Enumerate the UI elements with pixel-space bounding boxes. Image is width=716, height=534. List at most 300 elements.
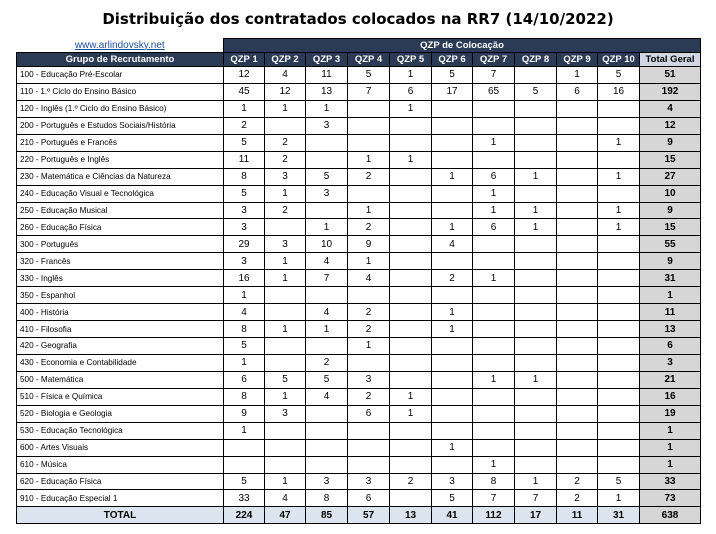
qzp-value-cell [557, 388, 598, 405]
qzp-value-cell: 7 [473, 67, 515, 84]
qzp-value-cell [515, 354, 557, 371]
qzp-total-cell: 17 [515, 507, 557, 524]
row-total-cell: 73 [640, 490, 701, 507]
qzp-value-cell [390, 439, 432, 456]
table-row [17, 151, 701, 168]
row-total-cell: 3 [640, 354, 701, 371]
qzp-value-cell [515, 456, 557, 473]
qzp-value-cell: 1 [473, 134, 515, 151]
row-total-cell: 4 [640, 100, 701, 117]
qzp-value-cell: 2 [348, 388, 390, 405]
table-row [17, 219, 701, 236]
qzp-value-cell: 1 [432, 304, 473, 321]
qzp-value-cell [306, 202, 348, 219]
qzp-total-cell: 47 [265, 507, 306, 524]
qzp-value-cell: 1 [515, 219, 557, 236]
qzp-value-cell [473, 388, 515, 405]
qzp-value-cell [306, 338, 348, 355]
qzp-value-cell: 5 [598, 67, 640, 84]
qzp-value-cell: 5 [224, 473, 265, 490]
qzp-total-cell: 224 [224, 507, 265, 524]
qzp-value-cell: 5 [265, 371, 306, 388]
qzp-value-cell: 5 [306, 371, 348, 388]
table-row [17, 185, 701, 202]
qzp-value-cell [473, 439, 515, 456]
qzp-value-cell: 16 [224, 270, 265, 287]
qzp-value-cell [390, 202, 432, 219]
table-row [17, 134, 701, 151]
table-row [17, 117, 701, 134]
qzp-total-cell: 13 [390, 507, 432, 524]
qzp-value-cell [598, 151, 640, 168]
qzp-value-cell [432, 371, 473, 388]
qzp-value-cell [598, 304, 640, 321]
group-label: 910 - Educação Especial 1 [17, 490, 224, 507]
qzp-value-cell: 6 [473, 219, 515, 236]
qzp-value-cell [306, 405, 348, 422]
qzp-total-cell: 57 [348, 507, 390, 524]
row-total-cell: 9 [640, 253, 701, 270]
group-label: 200 - Português e Estudos Sociais/História [17, 117, 224, 134]
group-label: 300 - Português [17, 236, 224, 253]
qzp-value-cell: 6 [473, 168, 515, 185]
qzp-value-cell [598, 371, 640, 388]
row-total-cell: 55 [640, 236, 701, 253]
qzp-value-cell: 12 [265, 83, 306, 100]
qzp-value-cell: 5 [515, 83, 557, 100]
qzp-value-cell [598, 354, 640, 371]
qzp-value-cell [473, 354, 515, 371]
qzp-value-cell: 3 [306, 185, 348, 202]
qzp-value-cell: 1 [265, 253, 306, 270]
group-label: 250 - Educação Musical [17, 202, 224, 219]
qzp-value-cell: 2 [557, 490, 598, 507]
qzp-value-cell: 13 [306, 83, 348, 100]
qzp-value-cell [515, 270, 557, 287]
qzp-value-cell [390, 117, 432, 134]
table-row [17, 456, 701, 473]
qzp-value-cell: 3 [432, 473, 473, 490]
qzp-value-cell [265, 304, 306, 321]
qzp-value-cell: 2 [348, 168, 390, 185]
qzp-value-cell: 6 [348, 490, 390, 507]
row-total-cell: 15 [640, 219, 701, 236]
table-row [17, 236, 701, 253]
qzp-header: QZP 1 [224, 53, 265, 67]
qzp-value-cell [557, 405, 598, 422]
qzp-value-cell: 2 [432, 270, 473, 287]
qzp-header: QZP 8 [515, 53, 557, 67]
qzp-value-cell: 1 [473, 456, 515, 473]
row-total-cell: 9 [640, 202, 701, 219]
qzp-value-cell [598, 321, 640, 338]
qzp-value-cell: 3 [265, 168, 306, 185]
qzp-value-cell: 6 [557, 83, 598, 100]
group-label: 240 - Educação Visual e Tecnológica [17, 185, 224, 202]
qzp-value-cell [432, 405, 473, 422]
qzp-value-cell [598, 100, 640, 117]
qzp-value-cell: 1 [598, 202, 640, 219]
table-row [17, 473, 701, 490]
qzp-value-cell [390, 134, 432, 151]
qzp-value-cell [432, 287, 473, 304]
table-row [17, 287, 701, 304]
qzp-value-cell: 1 [515, 202, 557, 219]
qzp-value-cell [515, 287, 557, 304]
qzp-value-cell [432, 253, 473, 270]
qzp-value-cell [557, 439, 598, 456]
qzp-value-cell: 2 [265, 202, 306, 219]
group-label: 430 - Economia e Contabilidade [17, 354, 224, 371]
qzp-value-cell [557, 100, 598, 117]
qzp-value-cell [557, 456, 598, 473]
qzp-value-cell [557, 287, 598, 304]
site-link[interactable]: www.arlindovsky.net [74, 39, 165, 51]
qzp-value-cell: 1 [432, 439, 473, 456]
qzp-value-cell: 7 [473, 490, 515, 507]
qzp-value-cell: 1 [224, 354, 265, 371]
qzp-value-cell [265, 338, 306, 355]
qzp-value-cell: 2 [348, 321, 390, 338]
qzp-value-cell [390, 456, 432, 473]
qzp-value-cell: 8 [306, 490, 348, 507]
group-label: 260 - Educação Física [17, 219, 224, 236]
qzp-value-cell [473, 422, 515, 439]
qzp-value-cell: 4 [348, 270, 390, 287]
qzp-value-cell [473, 321, 515, 338]
qzp-value-cell: 4 [224, 304, 265, 321]
qzp-value-cell [473, 304, 515, 321]
qzp-value-cell: 4 [306, 304, 348, 321]
qzp-value-cell: 8 [224, 321, 265, 338]
qzp-value-cell [557, 354, 598, 371]
qzp-value-cell [598, 270, 640, 287]
qzp-value-cell: 2 [348, 219, 390, 236]
row-total-cell: 51 [640, 67, 701, 84]
row-total-cell: 11 [640, 304, 701, 321]
row-total-cell: 16 [640, 388, 701, 405]
row-total-cell: 1 [640, 422, 701, 439]
qzp-value-cell [390, 371, 432, 388]
qzp-header: QZP 6 [432, 53, 473, 67]
qzp-value-cell [515, 405, 557, 422]
qzp-value-cell: 6 [390, 83, 432, 100]
qzp-value-cell: 5 [224, 134, 265, 151]
row-total-cell: 10 [640, 185, 701, 202]
table-row [17, 354, 701, 371]
qzp-value-cell [432, 202, 473, 219]
qzp-value-cell [348, 117, 390, 134]
qzp-value-cell: 1 [306, 219, 348, 236]
qzp-value-cell [306, 456, 348, 473]
qzp-value-cell [265, 117, 306, 134]
qzp-header: QZP 2 [265, 53, 306, 67]
qzp-value-cell [515, 117, 557, 134]
page-title: Distribuição dos contratados colocados na RR7 (14/10/2022) [102, 10, 614, 28]
qzp-value-cell [265, 354, 306, 371]
qzp-value-cell [557, 168, 598, 185]
group-label: 420 - Geografia [17, 338, 224, 355]
qzp-total-cell: 41 [432, 507, 473, 524]
qzp-value-cell: 6 [224, 371, 265, 388]
qzp-value-cell [557, 371, 598, 388]
qzp-value-cell [515, 236, 557, 253]
qzp-value-cell: 12 [224, 67, 265, 84]
qzp-value-cell: 9 [224, 405, 265, 422]
qzp-value-cell: 1 [306, 321, 348, 338]
qzp-value-cell [473, 405, 515, 422]
table-row [17, 338, 701, 355]
qzp-header: QZP 3 [306, 53, 348, 67]
qzp-value-cell [515, 439, 557, 456]
qzp-value-cell: 1 [515, 168, 557, 185]
qzp-value-cell: 1 [515, 473, 557, 490]
qzp-value-cell: 1 [224, 287, 265, 304]
qzp-value-cell: 5 [348, 67, 390, 84]
qzp-value-cell [265, 219, 306, 236]
qzp-value-cell: 3 [224, 202, 265, 219]
qzp-value-cell: 3 [306, 117, 348, 134]
qzp-value-cell [348, 134, 390, 151]
qzp-value-cell [515, 253, 557, 270]
qzp-value-cell: 2 [557, 473, 598, 490]
qzp-value-cell [348, 100, 390, 117]
qzp-value-cell [557, 219, 598, 236]
group-label: 100 - Educação Pré-Escolar [17, 67, 224, 84]
qzp-value-cell: 1 [224, 100, 265, 117]
qzp-value-cell [598, 253, 640, 270]
qzp-value-cell: 2 [265, 134, 306, 151]
row-total-cell: 19 [640, 405, 701, 422]
qzp-value-cell [473, 236, 515, 253]
qzp-value-cell: 1 [348, 253, 390, 270]
qzp-value-cell [515, 422, 557, 439]
table-row [17, 67, 701, 84]
qzp-value-cell: 1 [390, 67, 432, 84]
qzp-value-cell: 4 [265, 490, 306, 507]
qzp-value-cell [473, 151, 515, 168]
grand-total-cell: 638 [640, 507, 701, 524]
qzp-value-cell: 3 [306, 473, 348, 490]
row-total-cell: 13 [640, 321, 701, 338]
group-label: 320 - Francês [17, 253, 224, 270]
qzp-value-cell: 1 [390, 405, 432, 422]
table-row [17, 83, 701, 100]
table-row [17, 422, 701, 439]
group-label: 410 - Filosofia [17, 321, 224, 338]
qzp-value-cell [390, 304, 432, 321]
group-label: 210 - Português e Francês [17, 134, 224, 151]
qzp-value-cell: 7 [348, 83, 390, 100]
qzp-value-cell: 1 [348, 338, 390, 355]
qzp-value-cell [432, 456, 473, 473]
qzp-value-cell: 1 [348, 151, 390, 168]
qzp-value-cell: 8 [224, 388, 265, 405]
group-label: 620 - Educação Física [17, 473, 224, 490]
qzp-value-cell: 8 [224, 168, 265, 185]
qzp-value-cell: 1 [390, 388, 432, 405]
qzp-value-cell [557, 422, 598, 439]
qzp-value-cell: 2 [348, 304, 390, 321]
qzp-value-cell [348, 456, 390, 473]
qzp-value-cell [557, 304, 598, 321]
qzp-value-cell: 7 [515, 490, 557, 507]
qzp-value-cell [515, 151, 557, 168]
table-row [17, 304, 701, 321]
qzp-value-cell: 1 [432, 168, 473, 185]
qzp-value-cell [557, 253, 598, 270]
qzp-value-cell [557, 117, 598, 134]
group-label: 110 - 1.º Ciclo do Ensino Básico [17, 83, 224, 100]
qzp-value-cell: 1 [432, 219, 473, 236]
qzp-value-cell: 33 [224, 490, 265, 507]
qzp-value-cell [265, 287, 306, 304]
row-total-cell: 21 [640, 371, 701, 388]
qzp-value-cell [515, 67, 557, 84]
table-row [17, 321, 701, 338]
qzp-value-cell: 2 [306, 354, 348, 371]
qzp-value-cell [306, 134, 348, 151]
qzp-value-cell: 1 [598, 219, 640, 236]
qzp-value-cell [557, 134, 598, 151]
group-label: 230 - Matemática e Ciências da Natureza [17, 168, 224, 185]
qzp-value-cell: 5 [224, 185, 265, 202]
row-total-cell: 27 [640, 168, 701, 185]
qzp-value-cell: 5 [224, 338, 265, 355]
qzp-value-cell [557, 338, 598, 355]
qzp-value-cell [598, 338, 640, 355]
qzp-value-cell [598, 117, 640, 134]
qzp-value-cell [598, 439, 640, 456]
qzp-total-cell: 31 [598, 507, 640, 524]
qzp-value-cell [473, 338, 515, 355]
qzp-value-cell: 1 [306, 100, 348, 117]
qzp-value-cell: 7 [306, 270, 348, 287]
qzp-value-cell: 65 [473, 83, 515, 100]
qzp-value-cell: 1 [598, 490, 640, 507]
qzp-value-cell: 1 [598, 134, 640, 151]
placements-table [16, 38, 701, 524]
qzp-value-cell: 10 [306, 236, 348, 253]
qzp-value-cell [224, 439, 265, 456]
row-total-cell: 15 [640, 151, 701, 168]
qzp-value-cell: 1 [390, 151, 432, 168]
qzp-value-cell: 4 [306, 388, 348, 405]
qzp-value-cell: 17 [432, 83, 473, 100]
qzp-value-cell: 1 [265, 100, 306, 117]
qzp-value-cell: 2 [224, 117, 265, 134]
qzp-value-cell: 1 [515, 371, 557, 388]
qzp-value-cell [515, 388, 557, 405]
qzp-value-cell: 29 [224, 236, 265, 253]
row-total-cell: 9 [640, 134, 701, 151]
group-label: 350 - Espanhol [17, 287, 224, 304]
table-row [17, 253, 701, 270]
qzp-value-cell: 11 [224, 151, 265, 168]
qzp-value-cell [390, 354, 432, 371]
qzp-value-cell: 3 [265, 236, 306, 253]
group-label: 600 - Artes Visuais [17, 439, 224, 456]
qzp-value-cell [557, 185, 598, 202]
table-row [17, 388, 701, 405]
qzp-value-cell [348, 354, 390, 371]
table-row [17, 168, 701, 185]
qzp-value-cell [598, 422, 640, 439]
qzp-value-cell: 9 [348, 236, 390, 253]
qzp-value-cell [390, 422, 432, 439]
qzp-value-cell [515, 304, 557, 321]
qzp-value-cell [557, 236, 598, 253]
group-label: 520 - Biologia e Geologia [17, 405, 224, 422]
row-total-cell: 33 [640, 473, 701, 490]
qzp-value-cell [265, 422, 306, 439]
qzp-value-cell [306, 287, 348, 304]
qzp-value-cell: 1 [598, 168, 640, 185]
qzp-value-cell [557, 270, 598, 287]
qzp-value-cell [473, 287, 515, 304]
table-row [17, 439, 701, 456]
qzp-value-cell: 5 [432, 67, 473, 84]
qzp-value-cell [598, 185, 640, 202]
qzp-value-cell: 5 [306, 168, 348, 185]
qzp-value-cell: 1 [432, 321, 473, 338]
qzp-value-cell [515, 185, 557, 202]
table-row [17, 371, 701, 388]
qzp-value-cell [473, 117, 515, 134]
qzp-value-cell [432, 422, 473, 439]
qzp-value-cell [224, 456, 265, 473]
qzp-value-cell: 1 [473, 202, 515, 219]
total-geral-header: Total Geral [640, 53, 701, 67]
table-row [17, 490, 701, 507]
qzp-value-cell [515, 100, 557, 117]
qzp-value-cell: 3 [265, 405, 306, 422]
group-label: 120 - Inglês (1.º Ciclo do Ensino Básico) [17, 100, 224, 117]
group-header: Grupo de Recrutamento [17, 53, 224, 67]
qzp-value-cell: 8 [473, 473, 515, 490]
qzp-value-cell [557, 321, 598, 338]
qzp-value-cell: 4 [432, 236, 473, 253]
qzp-value-cell [390, 270, 432, 287]
qzp-value-cell [473, 100, 515, 117]
qzp-value-cell [473, 253, 515, 270]
qzp-value-cell [432, 151, 473, 168]
qzp-value-cell [390, 338, 432, 355]
qzp-value-cell: 4 [306, 253, 348, 270]
group-label: 510 - Física e Química [17, 388, 224, 405]
qzp-value-cell [348, 287, 390, 304]
table-row [17, 270, 701, 287]
qzp-value-cell: 1 [265, 185, 306, 202]
qzp-value-cell [348, 422, 390, 439]
row-total-cell: 6 [640, 338, 701, 355]
qzp-value-cell [348, 185, 390, 202]
qzp-value-cell: 3 [348, 473, 390, 490]
qzp-value-cell: 1 [224, 422, 265, 439]
group-label: 220 - Português e Inglês [17, 151, 224, 168]
qzp-value-cell: 5 [598, 473, 640, 490]
qzp-value-cell [432, 117, 473, 134]
qzp-value-cell [432, 100, 473, 117]
totals-label: TOTAL [17, 507, 224, 524]
site-link-cell[interactable] [17, 39, 224, 53]
qzp-value-cell [390, 236, 432, 253]
table-row [17, 405, 701, 422]
qzp-value-cell: 2 [265, 151, 306, 168]
qzp-value-cell: 4 [265, 67, 306, 84]
qzp-header: QZP 4 [348, 53, 390, 67]
qzp-header: QZP 7 [473, 53, 515, 67]
